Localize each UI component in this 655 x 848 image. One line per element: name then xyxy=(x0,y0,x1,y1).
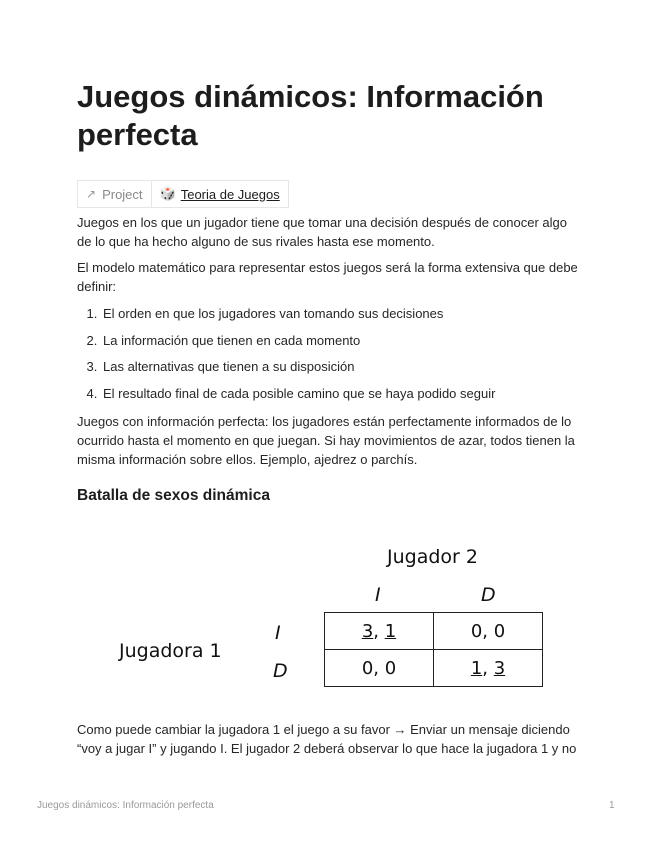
project-link[interactable]: Teoria de Juegos xyxy=(180,186,280,202)
payoff-value: 1 xyxy=(470,657,483,679)
die-icon: 🎲 xyxy=(159,186,176,201)
payoff-value: 1 xyxy=(384,620,397,642)
list-item: 3. Las alternativas que tienen a su disposición xyxy=(101,357,581,384)
row-label-d: D xyxy=(273,660,288,682)
payoff-cell-dd xyxy=(434,650,543,687)
list-item: 4. El resultado final de cada posible camino que se haya podido seguir xyxy=(101,384,581,411)
list-item: 2. La información que tienen en cada momento xyxy=(101,331,581,358)
table-row xyxy=(325,613,543,650)
column-label-i: I xyxy=(375,584,381,606)
payoff-separator: , xyxy=(482,657,494,679)
payoff-table xyxy=(324,612,543,687)
property-value xyxy=(152,181,288,207)
property-key xyxy=(78,181,152,207)
payoff-matrix-figure xyxy=(77,530,582,705)
model-paragraph: El modelo matemático para representar estos juegos será la forma extensiva que debe definir: xyxy=(77,260,578,294)
payoff-cell-di: 0, 0 xyxy=(325,650,434,687)
footer-title: Juegos dinámicos: Información perfecta xyxy=(37,800,214,811)
arrow-up-right-icon: ↗ xyxy=(86,187,97,201)
payoff-cell-id: 0, 0 xyxy=(434,613,543,650)
payoff-cell-ii xyxy=(325,613,434,650)
closing-paragraph: Como puede cambiar la jugadora 1 el juego a su favor → Enviar un mensaje diciendo “voy a jugar I” y jugando I. El jugador 2 deberá observar lo que hace la jugadora 1 y no xyxy=(77,722,577,756)
payoff-value: 3 xyxy=(493,657,506,679)
footer-page-number: 1 xyxy=(609,800,615,811)
property-key-label: Project xyxy=(102,186,143,202)
intro-paragraph: Juegos en los que un jugador tiene que tomar una decisión después de conocer algo de lo que ha hecho alguno de sus rivales hasta ese momento. xyxy=(77,215,568,249)
requirements-list xyxy=(77,304,581,411)
player1-label: Jugadora 1 xyxy=(119,640,222,662)
player2-label: Jugador 2 xyxy=(387,546,478,568)
perfect-info-paragraph: Juegos con información perfecta: los jugadores están perfectamente informados de lo ocurrido hasta el momento en que juegan. Si hay movimientos de azar, todos tienen la misma información sobre ellos. Ejemplo, ajedrez o parchís. xyxy=(77,414,575,467)
payoff-separator: , xyxy=(373,620,385,642)
payoff-value: 3 xyxy=(361,620,374,642)
table-row xyxy=(325,650,543,687)
section-heading: Batalla de sexos dinámica xyxy=(77,487,270,504)
page-title: Juegos dinámicos: Información perfecta xyxy=(77,79,544,152)
row-label-i: I xyxy=(275,622,281,644)
list-item: 1. El orden en que los jugadores van tomando sus decisiones xyxy=(101,304,581,331)
property-row xyxy=(77,180,289,208)
column-label-d: D xyxy=(481,584,496,606)
